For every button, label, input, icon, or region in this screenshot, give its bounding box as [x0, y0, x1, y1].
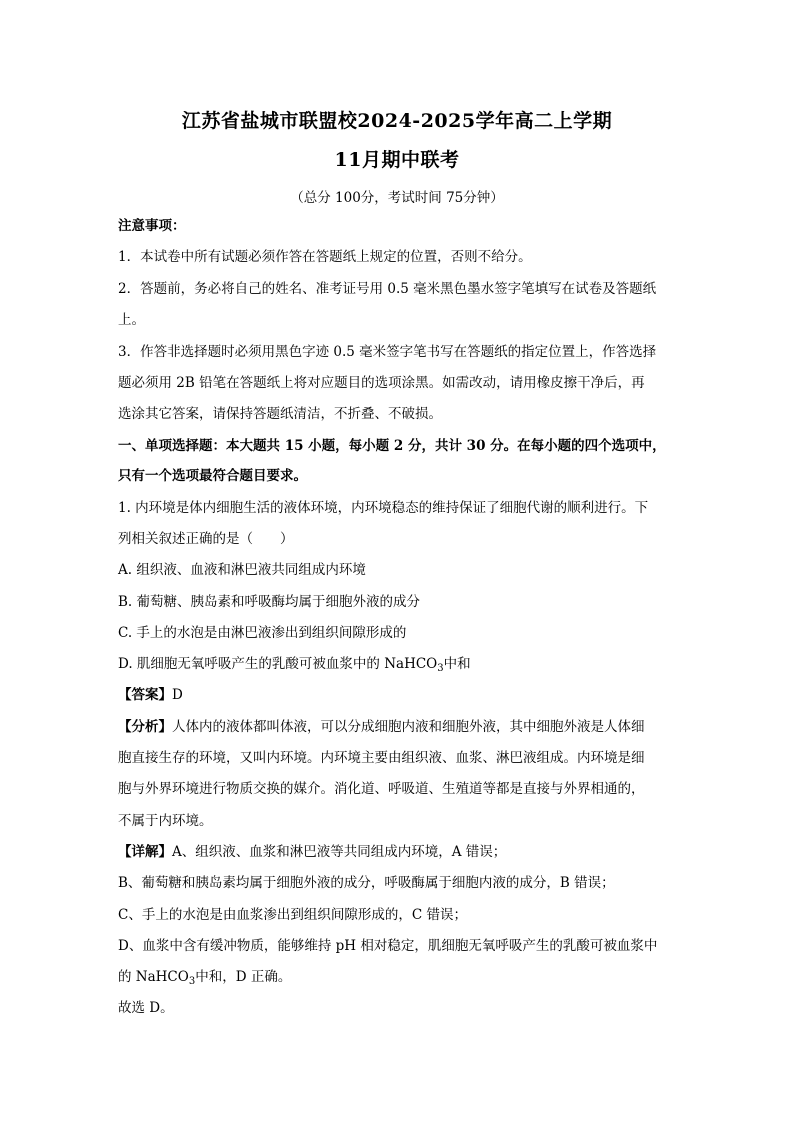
- option-d: [118, 654, 678, 679]
- notice-heading: 注意事项：: [118, 218, 186, 234]
- section-heading-line1: 一、单项选择题：本大题共 15 小题，每小题 2 分，共计 30 分。在每小题的四个选项中，: [118, 438, 666, 454]
- analysis-line3: 胞与外界环境进行物质交换的媒介。消化道、呼吸道、生殖道等都是直接与外界相通的，: [118, 781, 645, 797]
- option-d-subscript: 3: [437, 663, 444, 674]
- notice-item-3-line2: 题必须用 2B 铅笔在答题纸上将对应题目的选项涂黑。如需改动，请用橡皮擦干净后，再: [118, 375, 645, 391]
- detail-line-a: [118, 842, 678, 862]
- analysis-text-1: 人体内的液体都叫体液，可以分成细胞内液和细胞外液，其中细胞外液是人体细: [172, 719, 645, 735]
- option-b: B. 葡萄糖、胰岛素和呼吸酶均属于细胞外液的成分: [118, 594, 421, 610]
- option-a: A. 组织液、血液和淋巴液共同组成内环境: [118, 562, 366, 578]
- detail-line-d2: [118, 967, 678, 992]
- question-stem-line2: 列相关叙述正确的是（ ）: [118, 531, 294, 547]
- detail-d2-text: 的 NaHCO: [118, 969, 189, 985]
- analysis-tag: 【分析】: [118, 719, 172, 735]
- detail-line-d1: D、血浆中含有缓冲物质，能够维持 pH 相对稳定，肌细胞无氧呼吸产生的乳酸可被血浆中: [118, 938, 658, 954]
- section-heading-line2: 只有一个选项最符合题目要求。: [118, 468, 307, 484]
- detail-d2-subscript: 3: [188, 976, 196, 987]
- detail-line-b: B、葡萄糖和胰岛素均属于细胞外液的成分，呼吸酶属于细胞内液的成分，B 错误；: [118, 875, 615, 891]
- exam-subtitle: （总分 100分，考试时间 75分钟）: [290, 190, 504, 206]
- analysis-line4: 不属于内环境。: [118, 813, 213, 829]
- analysis-line1: [118, 717, 678, 737]
- answer-line: [118, 685, 678, 705]
- answer-value: D: [172, 687, 183, 703]
- question-stem-line1: 1. 内环境是体内细胞生活的液体环境，内环境稳态的维持保证了细胞代谢的顺利进行。下: [118, 500, 649, 516]
- notice-item-1: 1．本试卷中所有试题必须作答在答题纸上规定的位置，否则不给分。: [118, 249, 532, 265]
- notice-item-3-line3: 选涂其它答案，请保持答题纸清洁，不折叠、不破损。: [118, 406, 442, 422]
- exam-title-line2: 11月期中联考: [334, 149, 460, 171]
- option-d-text: D. 肌细胞无氧呼吸产生的乳酸可被血浆中的 NaHCO: [118, 656, 438, 672]
- notice-item-2-line2: 上。: [118, 312, 145, 328]
- conclusion-line: 故选 D。: [118, 1000, 174, 1016]
- detail-d2-suffix: 中和，D 正确。: [195, 969, 292, 985]
- notice-item-3-line1: 3．作答非选择题时必须用黑色字迹 0.5 毫米签字笔书写在答题纸的指定位置上，作答选择: [118, 344, 657, 360]
- option-c: C. 手上的水泡是由淋巴液渗出到组织间隙形成的: [118, 625, 407, 641]
- detail-text-a: A、组织液、血浆和淋巴液等共同组成内环境，A 错误；: [172, 844, 507, 860]
- detail-line-c: C、手上的水泡是由血浆渗出到组织间隙形成的，C 错误；: [118, 907, 467, 923]
- exam-title-line1: 江苏省盐城市联盟校2024-2025学年高二上学期: [181, 110, 613, 132]
- analysis-line2: 胞直接生存的环境，又叫内环境。内环境主要由组织液、血浆、淋巴液组成。内环境是细: [118, 750, 645, 766]
- detail-tag: 【详解】: [118, 844, 172, 860]
- notice-item-2-line1: 2．答题前，务必将自己的姓名、准考证号用 0.5 毫米黑色墨水签字笔填写在试卷及答题纸: [118, 281, 657, 297]
- answer-tag: 【答案】: [118, 687, 172, 703]
- option-d-suffix: 中和: [443, 656, 471, 672]
